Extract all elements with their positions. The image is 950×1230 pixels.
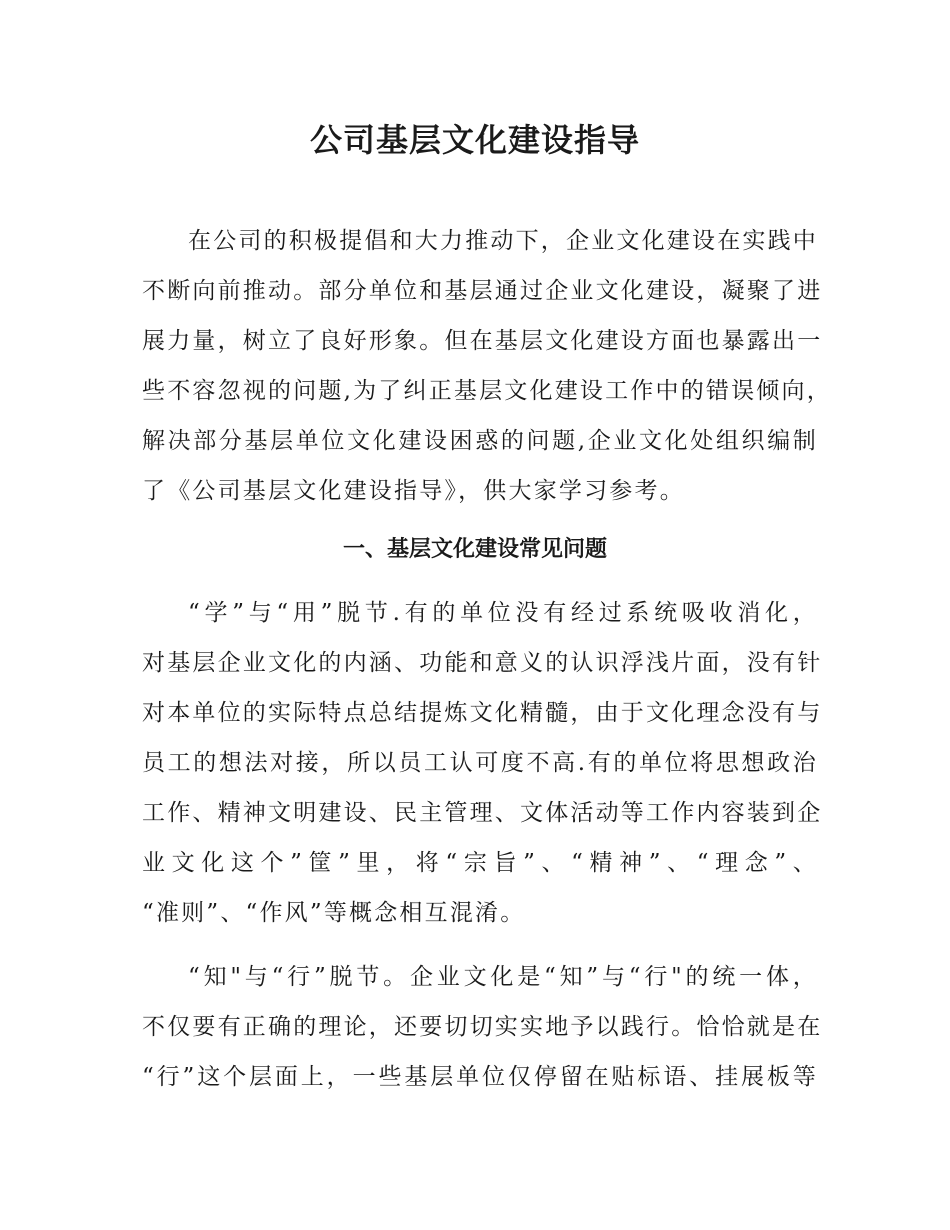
paragraph-study-vs-use bbox=[142, 588, 823, 938]
intro-paragraph bbox=[142, 216, 832, 516]
paragraph-line: 解决部分基层单位文化建设困惑的问题,企业文化处组织编制 bbox=[142, 428, 818, 454]
paragraph-line: 对本单位的实际特点总结提炼文化精髓，由于文化理念没有与 bbox=[142, 700, 823, 726]
section-heading: 一、基层文化建设常见问题 bbox=[342, 536, 607, 562]
paragraph-line: 些不容忽视的问题,为了纠正基层文化建设工作中的错误倾向， bbox=[142, 378, 832, 404]
paragraph-know-vs-act bbox=[142, 952, 823, 1102]
paragraph-line: “学”与“用”脱节.有的单位没有经过系统吸收消化， bbox=[188, 600, 818, 626]
paragraph-line: 了《公司基层文化建设指导》，供大家学习参考。 bbox=[142, 478, 685, 504]
paragraph-line: 不仅要有正确的理论，还要切切实实地予以践行。恰恰就是在 bbox=[142, 1014, 823, 1040]
paragraph-line: 业文化这个”筐”里，将“宗旨”、“精神”、“理念”、 bbox=[142, 850, 818, 876]
document-title: 公司基层文化建设指导 bbox=[309, 121, 640, 159]
paragraph-line: 对基层企业文化的内涵、功能和意义的认识浮浅片面，没有针 bbox=[142, 650, 823, 676]
paragraph-line: “行”这个层面上，一些基层单位仅停留在贴标语、挂展板等 bbox=[142, 1064, 818, 1090]
paragraph-line: 展力量，树立了良好形象。但在基层文化建设方面也暴露出一 bbox=[142, 328, 823, 354]
paragraph-line: “准则”、“作风”等概念相互混淆。 bbox=[142, 900, 526, 926]
paragraph-line: 不断向前推动。部分单位和基层通过企业文化建设，凝聚了进 bbox=[142, 278, 823, 304]
paragraph-line: 员工的想法对接，所以员工认可度不高.有的单位将思想政治 bbox=[142, 750, 818, 776]
paragraph-line: 在公司的积极提倡和大力推动下，企业文化建设在实践中 bbox=[188, 228, 818, 254]
paragraph-line: “知"与“行”脱节。企业文化是“知”与“行"的统一体， bbox=[188, 964, 818, 990]
paragraph-line: 工作、精神文明建设、民主管理、文体活动等工作内容装到企 bbox=[142, 800, 823, 826]
